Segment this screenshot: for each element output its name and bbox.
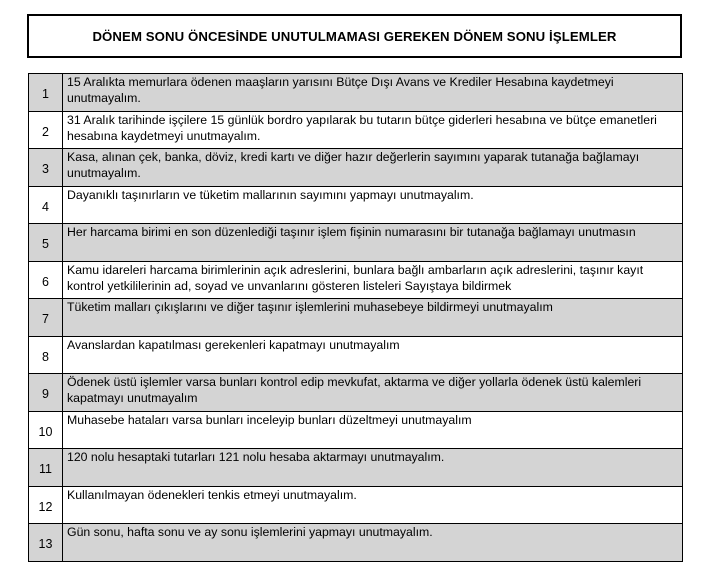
table-row xyxy=(29,449,683,487)
row-number: 6 xyxy=(29,261,63,299)
row-text: Kullanılmayan ödenekleri tenkis etmeyi unutmayalım. xyxy=(63,486,683,524)
row-text: 120 nolu hesaptaki tutarları 121 nolu hesaba aktarmayı unutmayalım. xyxy=(63,449,683,487)
row-text: Dayanıklı taşınırların ve tüketim mallarının sayımını yapmayı unutmayalım. xyxy=(63,186,683,224)
row-number: 8 xyxy=(29,336,63,374)
checklist-table xyxy=(28,73,683,562)
table-row xyxy=(29,486,683,524)
page-title-text: DÖNEM SONU ÖNCESİNDE UNUTULMAMASI GEREKEN DÖNEM SONU İŞLEMLER xyxy=(92,28,617,44)
row-number: 12 xyxy=(29,486,63,524)
row-text: Tüketim malları çıkışlarını ve diğer taşınır işlemlerini muhasebeye bildirmeyi unutmayalım xyxy=(63,299,683,337)
table-row xyxy=(29,261,683,299)
row-number: 1 xyxy=(29,74,63,112)
row-number: 4 xyxy=(29,186,63,224)
row-number: 3 xyxy=(29,149,63,187)
page-title xyxy=(27,14,682,58)
table-row xyxy=(29,149,683,187)
row-number: 5 xyxy=(29,224,63,262)
row-text: Ödenek üstü işlemler varsa bunları kontrol edip mevkufat, aktarma ve diğer yollarla ödenek üstü kalemleri kapatmayı unutmayalım xyxy=(63,374,683,412)
row-text: 15 Aralıkta memurlara ödenen maaşların yarısını Bütçe Dışı Avans ve Krediler Hesabına kaydetmeyi unutmayalım. xyxy=(63,74,683,112)
row-text: Gün sonu, hafta sonu ve ay sonu işlemlerini yapmayı unutmayalım. xyxy=(63,524,683,562)
row-number: 9 xyxy=(29,374,63,412)
table-row xyxy=(29,524,683,562)
table-row xyxy=(29,374,683,412)
row-text: Kasa, alınan çek, banka, döviz, kredi kartı ve diğer hazır değerlerin sayımını yaparak tutanağa bağlamayı unutmayalım. xyxy=(63,149,683,187)
table-row xyxy=(29,224,683,262)
table-row xyxy=(29,411,683,449)
row-number: 2 xyxy=(29,111,63,149)
row-text: Muhasebe hataları varsa bunları inceleyip bunları düzeltmeyi unutmayalım xyxy=(63,411,683,449)
table-row xyxy=(29,111,683,149)
row-number: 10 xyxy=(29,411,63,449)
row-number: 11 xyxy=(29,449,63,487)
table-row xyxy=(29,299,683,337)
table-row xyxy=(29,336,683,374)
row-text: 31 Aralık tarihinde işçilere 15 günlük bordro yapılarak bu tutarın bütçe giderleri hesabına ve bütçe emanetleri hesabına kaydetmeyi unutmayalım. xyxy=(63,111,683,149)
row-text: Kamu idareleri harcama birimlerinin açık adreslerini, bunlara bağlı ambarların açık adreslerini, taşınır kayıt kontrol yetkililerinin ad, soyad ve unvanlarını gösteren listeleri Sayıştaya bildirmek xyxy=(63,261,683,299)
row-number: 7 xyxy=(29,299,63,337)
row-number: 13 xyxy=(29,524,63,562)
table-row xyxy=(29,74,683,112)
row-text: Her harcama birimi en son düzenlediği taşınır işlem fişinin numarasını bir tutanağa bağlamayı unutmasın xyxy=(63,224,683,262)
table-row xyxy=(29,186,683,224)
row-text: Avanslardan kapatılması gerekenleri kapatmayı unutmayalım xyxy=(63,336,683,374)
